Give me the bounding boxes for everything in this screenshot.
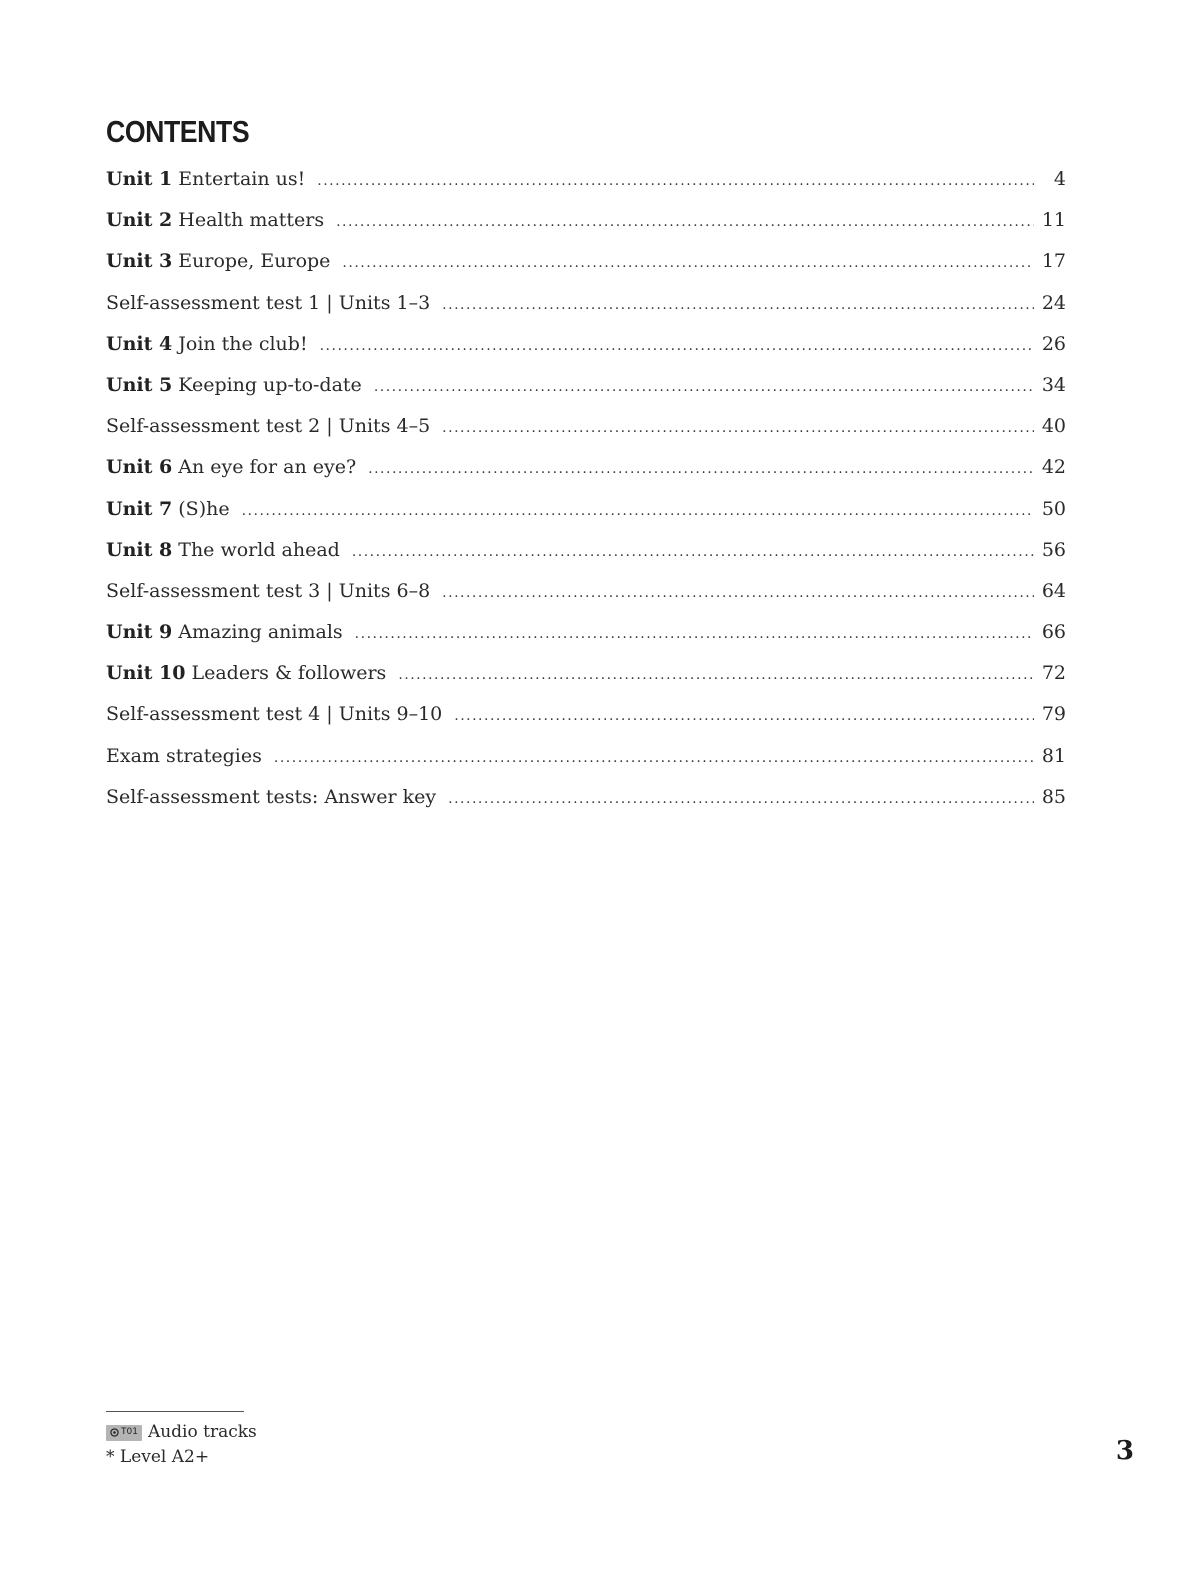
toc-entry-title: Entertain us! [178, 168, 306, 190]
toc-unit-label: Unit 10 [106, 662, 186, 685]
toc-page-number: 42 [1041, 456, 1066, 479]
dot-leader [442, 573, 1034, 614]
toc-entry [106, 241, 1066, 282]
toc-page-number: 79 [1041, 703, 1066, 726]
toc-entry-text [106, 694, 442, 735]
audio-track-badge [106, 1425, 142, 1441]
toc-entry-text [106, 530, 340, 571]
dot-leader [352, 532, 1034, 573]
footnote-divider [106, 1411, 244, 1412]
toc-entry [106, 447, 1066, 488]
toc-entry-text [106, 283, 430, 324]
toc-entry [106, 612, 1066, 653]
toc-entry-text [106, 571, 430, 612]
toc-entry-title: Health matters [178, 209, 325, 232]
audio-legend [106, 1420, 257, 1445]
toc-entry-text [106, 324, 308, 365]
toc-entry-text [106, 489, 230, 530]
toc-entry-title: Self-assessment test 2 | Units 4–5 [106, 415, 431, 438]
dot-leader [374, 367, 1034, 408]
toc-entry-title: The world ahead [178, 538, 340, 561]
dot-leader [342, 243, 1034, 284]
toc-page-number: 66 [1041, 621, 1066, 644]
toc-page-number: 11 [1041, 209, 1066, 232]
table-of-contents [106, 159, 1066, 818]
dot-leader [242, 491, 1034, 532]
toc-entry-title: Exam strategies [106, 744, 262, 767]
toc-page-number: 56 [1041, 538, 1066, 561]
toc-entry-text [106, 777, 436, 818]
dot-leader [355, 614, 1034, 655]
toc-entry [106, 159, 1066, 200]
dot-leader [448, 779, 1034, 820]
toc-entry-text [106, 447, 356, 488]
dot-leader [320, 326, 1034, 367]
toc-unit-label: Unit 3 [106, 250, 173, 273]
audio-tracks-label: Audio tracks [147, 1422, 257, 1442]
toc-entry-title: (S)he [178, 497, 230, 520]
toc-entry-title: Self-assessment test 1 | Units 1–3 [106, 291, 431, 314]
dot-leader [442, 285, 1034, 326]
toc-entry [106, 406, 1066, 447]
footnote-legend [106, 1420, 257, 1470]
toc-entry [106, 530, 1066, 571]
toc-unit-label: Unit 9 [106, 621, 173, 644]
toc-unit-label: Unit 4 [106, 332, 173, 355]
toc-entry-title: Self-assessment test 4 | Units 9–10 [106, 703, 443, 726]
toc-entry-text [106, 612, 343, 653]
toc-page-number: 26 [1041, 332, 1066, 355]
toc-page-number: 50 [1041, 497, 1066, 520]
audio-disc-icon [110, 1428, 119, 1437]
toc-entry-title: Join the club! [178, 332, 308, 355]
toc-entry-text [106, 241, 330, 282]
dot-leader [317, 161, 1034, 202]
dot-leader [442, 408, 1034, 449]
toc-entry [106, 571, 1066, 612]
toc-entry-text [106, 736, 262, 777]
dot-leader [274, 738, 1034, 779]
toc-page-number: 24 [1041, 291, 1066, 314]
toc-page-number: 64 [1041, 579, 1066, 602]
toc-entry-text [106, 159, 305, 200]
page-number: 3 [1115, 1436, 1134, 1466]
toc-entry [106, 777, 1066, 818]
page-title: CONTENTS [106, 114, 250, 149]
dot-leader [398, 655, 1034, 696]
toc-entry [106, 365, 1066, 406]
toc-page-number: 40 [1041, 415, 1066, 438]
toc-entry [106, 489, 1066, 530]
toc-entry-title: An eye for an eye? [178, 456, 357, 479]
toc-entry [106, 694, 1066, 735]
toc-unit-label: Unit 1 [106, 168, 173, 190]
toc-page-number: 72 [1041, 662, 1066, 685]
toc-page-number: 4 [1053, 168, 1066, 190]
toc-page-number: 85 [1041, 785, 1066, 808]
toc-entry [106, 283, 1066, 324]
toc-entry [106, 653, 1066, 694]
toc-page-number: 81 [1041, 744, 1066, 767]
toc-entry-title: Leaders & followers [191, 662, 387, 685]
toc-unit-label: Unit 7 [106, 497, 173, 520]
toc-entry-title: Europe, Europe [178, 250, 331, 273]
audio-track-code: T01 [121, 1427, 138, 1437]
toc-unit-label: Unit 6 [106, 456, 173, 479]
toc-entry-text [106, 365, 362, 406]
dot-leader [368, 449, 1034, 490]
toc-entry-title: Self-assessment tests: Answer key [106, 785, 437, 808]
toc-entry-title: Amazing animals [178, 621, 343, 644]
toc-entry [106, 736, 1066, 777]
toc-page-number: 34 [1041, 373, 1066, 396]
toc-entry [106, 324, 1066, 365]
toc-entry-text [106, 200, 324, 241]
toc-entry-text [106, 406, 430, 447]
toc-entry [106, 200, 1066, 241]
toc-unit-label: Unit 8 [106, 538, 173, 561]
dot-leader [454, 696, 1034, 737]
dot-leader [336, 202, 1034, 243]
toc-entry-title: Self-assessment test 3 | Units 6–8 [106, 579, 431, 602]
toc-unit-label: Unit 5 [106, 373, 173, 396]
level-note: * Level A2+ [106, 1447, 210, 1467]
toc-entry-text [106, 653, 386, 694]
toc-page-number: 17 [1041, 250, 1066, 273]
toc-entry-title: Keeping up-to-date [178, 373, 362, 396]
toc-unit-label: Unit 2 [106, 209, 173, 232]
